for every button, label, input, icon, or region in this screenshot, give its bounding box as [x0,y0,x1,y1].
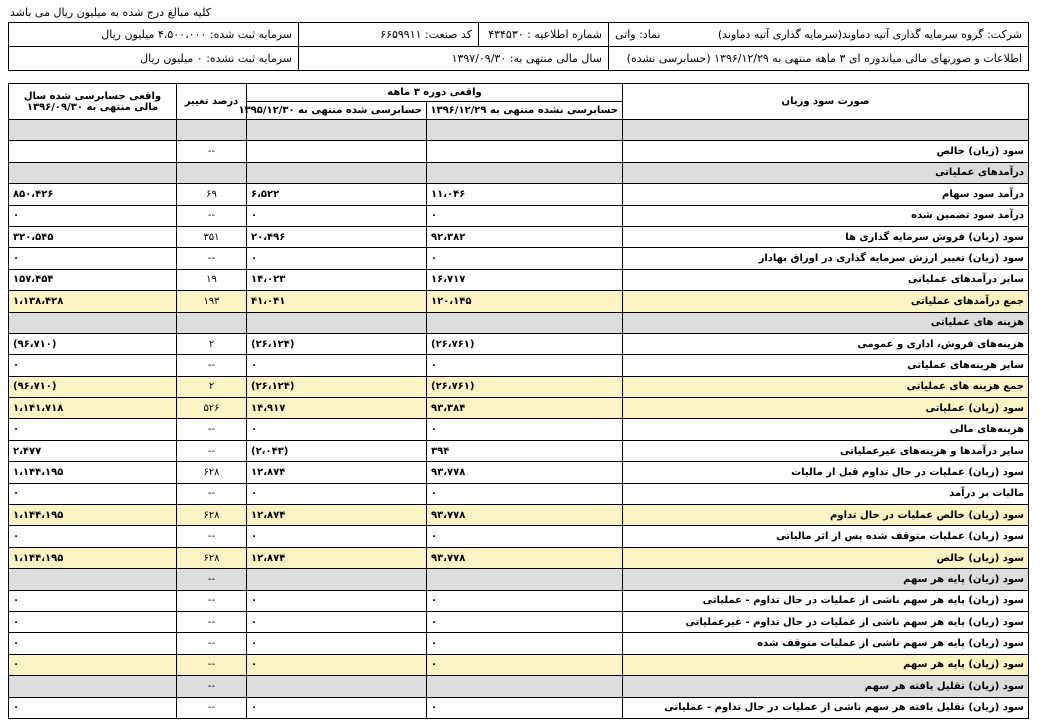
cell-label: سود (زیان) پایه هر سهم ناشی از عملیات در حال تداوم - غیرعملیاتی [623,611,1029,632]
cell-annual: ۰ [9,483,177,504]
cell-label: سود (زیان) عملیاتی [623,398,1029,419]
table-row [9,462,1029,483]
cell-annual [9,141,177,162]
cell-label: سود (زیان) پایه هر سهم ناشی از عملیات متوقف شده [623,633,1029,654]
col-title-header: صورت سود وزیان [623,84,1029,120]
cell-label: سود (زیان) تقلیل یافته هر سهم [623,676,1029,697]
cell-label: هزینه‌های مالی [623,419,1029,440]
cell-previous: (۲۶،۱۲۴) [247,333,427,354]
cell-annual: ۸۵۰،۴۲۶ [9,184,177,205]
table-row [9,141,1029,162]
cell-annual: ۱۵۷،۴۵۴ [9,269,177,290]
cell-change: -- [177,590,247,611]
cell-annual: ۱،۱۳۸،۴۲۸ [9,291,177,312]
table-row [9,697,1029,718]
cell-annual: ۳۲۰،۵۴۵ [9,226,177,247]
cell-previous: ۶،۵۲۲ [247,184,427,205]
cell-annual: (۹۶،۷۱۰) [9,333,177,354]
symbol: نماد: واتی [615,28,661,41]
cell-label: مالیات بر درآمد [623,483,1029,504]
registered-capital: سرمایه ثبت شده: ۴،۵۰۰،۰۰۰ میلیون ریال [9,23,299,47]
cell-current: ۰ [427,654,623,675]
table-row [9,226,1029,247]
cell-label: سود (زیان) پایه هر سهم [623,654,1029,675]
cell-current [427,162,623,183]
cell-current: ۰ [427,590,623,611]
table-row [9,483,1029,504]
cell-change: -- [177,419,247,440]
cell-change [177,120,247,141]
cell-previous [247,162,427,183]
cell-previous [247,676,427,697]
cell-label: درآمد سود تضمین شده [623,205,1029,226]
cell-label: سود (زیان) پایه هر سهم [623,569,1029,590]
company-cell [609,23,1029,47]
table-row [9,355,1029,376]
cell-annual [9,312,177,333]
cell-current: (۲۶،۷۶۱) [427,333,623,354]
cell-change: -- [177,697,247,718]
cell-label: سود (زیان) تغییر ارزش سرمایه گذاری در اوراق بهادار [623,248,1029,269]
cell-change: -- [177,440,247,461]
cell-change: -- [177,205,247,226]
cell-label: سود (زیان) خالص عملیات در حال تداوم [623,505,1029,526]
cell-annual: ۰ [9,248,177,269]
cell-annual: ۰ [9,611,177,632]
cell-annual: ۰ [9,590,177,611]
cell-previous: ۱۴،۹۱۷ [247,398,427,419]
cell-previous: ۴۱،۰۴۱ [247,291,427,312]
cell-previous: ۰ [247,355,427,376]
cell-annual: ۰ [9,419,177,440]
cell-previous: ۰ [247,633,427,654]
cell-previous: ۰ [247,697,427,718]
table-row [9,248,1029,269]
cell-previous: ۰ [247,419,427,440]
unregistered-capital: سرمایه ثبت نشده: ۰ میلیون ریال [9,47,299,71]
cell-previous: ۰ [247,205,427,226]
cell-previous: ۰ [247,483,427,504]
cell-previous: ۱۲،۸۷۴ [247,505,427,526]
cell-label: هزینه های عملیاتی [623,312,1029,333]
cell-current: ۱۶،۷۱۷ [427,269,623,290]
cell-previous: (۲،۰۴۳) [247,440,427,461]
table-row [9,269,1029,290]
table-row [9,611,1029,632]
cell-change: ۱۹ [177,269,247,290]
cell-label: سایر درآمدها و هزینه‌های غیرعملیاتی [623,440,1029,461]
cell-current: ۱۱،۰۴۶ [427,184,623,205]
col-group-header: واقعی دوره ۳ ماهه [247,84,623,102]
table-row [9,505,1029,526]
cell-previous: ۲۰،۴۹۶ [247,226,427,247]
cell-label [623,120,1029,141]
cell-change: ۶۲۸ [177,462,247,483]
cell-current [427,141,623,162]
cell-current [427,569,623,590]
table-row [9,291,1029,312]
cell-change: -- [177,483,247,504]
cell-annual [9,162,177,183]
table-row [9,633,1029,654]
cell-previous: ۰ [247,611,427,632]
cell-label: سود (زیان) عملیات متوقف شده پس از اثر مالیاتی [623,526,1029,547]
cell-current: ۹۲،۳۸۲ [427,226,623,247]
table-row [9,205,1029,226]
notice-number: شماره اطلاعیه : ۴۳۴۵۳۰ [479,23,609,47]
cell-current: ۰ [427,248,623,269]
col-current-header: حسابرسی نشده منتهی به ۱۳۹۶/۱۲/۲۹ [427,102,623,120]
cell-annual: ۱،۱۴۴،۱۹۵ [9,547,177,568]
cell-current: ۰ [427,355,623,376]
cell-change [177,312,247,333]
cell-change: ۶۲۸ [177,547,247,568]
cell-change: -- [177,355,247,376]
table-row [9,590,1029,611]
cell-previous [247,141,427,162]
fiscal-year-end: سال مالی منتهی به: ۱۳۹۷/۰۹/۳۰ [299,47,609,71]
cell-current: ۱۲۰،۱۴۵ [427,291,623,312]
cell-annual: ۰ [9,355,177,376]
cell-label: درآمد سود سهام [623,184,1029,205]
cell-label: سایر هزینه‌های عملیاتی [623,355,1029,376]
cell-previous: ۱۲،۸۷۴ [247,547,427,568]
cell-label: سود (زیان) فروش سرمایه گذاری ها [623,226,1029,247]
cell-previous: ۰ [247,654,427,675]
col-previous-header: حسابرسی شده منتهی به ۱۳۹۵/۱۲/۳۰ [247,102,427,120]
cell-change: -- [177,654,247,675]
amounts-note: کلیه مبالغ درج شده به میلیون ریال می باشد [10,6,211,19]
cell-change: ۳۵۱ [177,226,247,247]
cell-previous: ۱۴،۰۲۳ [247,269,427,290]
cell-label: سود (زیان) تقلیل یافته هر سهم ناشی از عملیات در حال تداوم - عملیاتی [623,697,1029,718]
cell-change: -- [177,611,247,632]
cell-annual: ۰ [9,654,177,675]
cell-annual: ۱،۱۴۱،۷۱۸ [9,398,177,419]
cell-annual [9,120,177,141]
cell-current: ۰ [427,419,623,440]
cell-current [427,676,623,697]
industry-code: کد صنعت: ۶۶۵۹۹۱۱ [299,23,479,47]
cell-annual: ۱،۱۴۴،۱۹۵ [9,505,177,526]
cell-current: (۲۶،۷۶۱) [427,376,623,397]
table-row [9,312,1029,333]
table-row [9,440,1029,461]
cell-annual: ۰ [9,697,177,718]
cell-previous [247,312,427,333]
cell-change: -- [177,676,247,697]
cell-annual: ۲،۴۷۷ [9,440,177,461]
cell-previous [247,569,427,590]
cell-change: ۲ [177,376,247,397]
col-change-header: درصد تغییر [177,84,247,120]
cell-annual [9,676,177,697]
cell-label: سود (زیان) عملیات در حال تداوم قبل از مالیات [623,462,1029,483]
cell-change: -- [177,633,247,654]
table-row [9,526,1029,547]
cell-label: هزینه‌های فروش، اداری و عمومی [623,333,1029,354]
cell-change: -- [177,248,247,269]
cell-change: ۶۹ [177,184,247,205]
cell-label: سود (زیان) خالص [623,547,1029,568]
report-header [8,22,1029,71]
cell-current: ۰ [427,526,623,547]
cell-change: ۵۲۶ [177,398,247,419]
cell-change: -- [177,526,247,547]
cell-label: جمع هزینه های عملیاتی [623,376,1029,397]
cell-current [427,120,623,141]
income-statement-table [8,83,1029,719]
cell-current [427,312,623,333]
cell-current: ۹۳،۷۷۸ [427,462,623,483]
table-row [9,120,1029,141]
cell-change: ۶۲۸ [177,505,247,526]
table-row [9,419,1029,440]
table-row [9,333,1029,354]
cell-change [177,162,247,183]
cell-current: ۰ [427,611,623,632]
col-annual-header: واقعی حسابرسی شده سال مالی منتهی به ۱۳۹۶/۰۹/۳۰ [9,84,177,120]
cell-annual: ۱،۱۴۴،۱۹۵ [9,462,177,483]
cell-current: ۰ [427,483,623,504]
cell-annual: ۰ [9,633,177,654]
cell-previous: ۱۲،۸۷۴ [247,462,427,483]
table-row [9,184,1029,205]
table-row [9,162,1029,183]
cell-change: -- [177,569,247,590]
cell-annual: ۰ [9,205,177,226]
table-row [9,376,1029,397]
cell-current: ۰ [427,633,623,654]
cell-label: سایر درآمدهای عملیاتی [623,269,1029,290]
report-description: اطلاعات و صورتهای مالی میاندوره ای ۳ ماهه منتهی به ۱۳۹۶/۱۲/۲۹ (حسابرسی نشده) [609,47,1029,71]
cell-current: ۳۹۴ [427,440,623,461]
table-row [9,569,1029,590]
cell-previous: ۰ [247,590,427,611]
cell-current: ۹۳،۷۷۸ [427,547,623,568]
cell-change: -- [177,141,247,162]
cell-previous: ۰ [247,248,427,269]
cell-label: جمع درآمدهای عملیاتی [623,291,1029,312]
cell-current: ۹۳،۳۸۴ [427,398,623,419]
table-row [9,398,1029,419]
cell-change: ۱۹۳ [177,291,247,312]
cell-previous: ۰ [247,526,427,547]
cell-current: ۰ [427,697,623,718]
cell-previous: (۲۶،۱۲۴) [247,376,427,397]
cell-annual: (۹۶،۷۱۰) [9,376,177,397]
cell-label: درآمدهای عملیاتی [623,162,1029,183]
cell-annual: ۰ [9,526,177,547]
company-name: شرکت: گروه سرمایه گذاری آتیه دماوند(سرمایه گذاری آتیه دماوند) [717,28,1022,41]
table-row [9,676,1029,697]
cell-current: ۹۳،۷۷۸ [427,505,623,526]
table-row [9,547,1029,568]
cell-previous [247,120,427,141]
cell-label: سود (زیان) خالص [623,141,1029,162]
table-row [9,654,1029,675]
cell-current: ۰ [427,205,623,226]
cell-annual [9,569,177,590]
cell-label: سود (زیان) پایه هر سهم ناشی از عملیات در حال تداوم - عملیاتی [623,590,1029,611]
cell-change: ۲ [177,333,247,354]
